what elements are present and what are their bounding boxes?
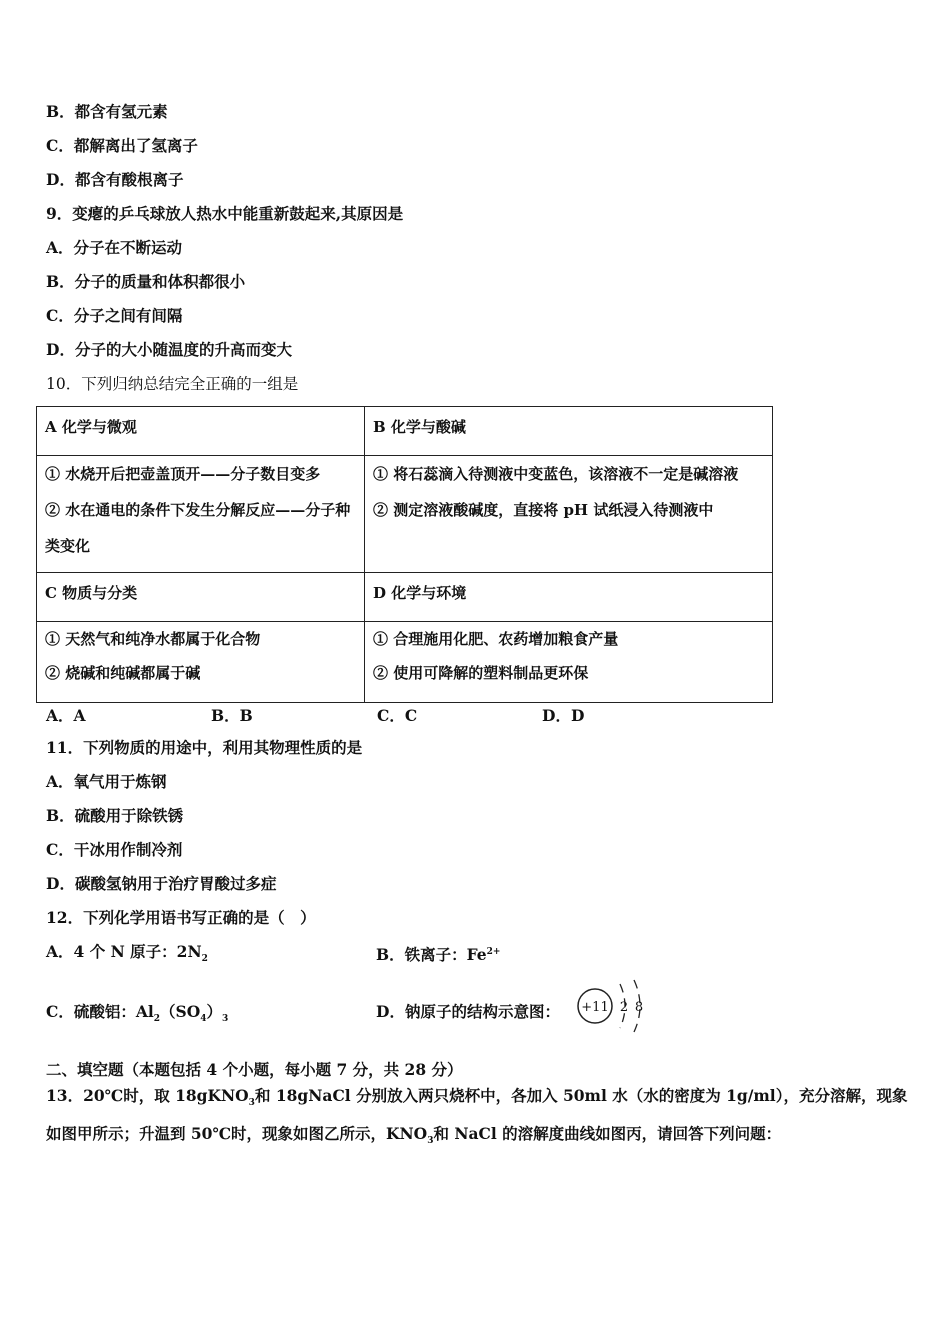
electron-shell-2-count: 8 (634, 1000, 644, 1015)
q12-b-superscript: 2+ (486, 947, 501, 957)
q12-stem: 12．下列化学用语书写正确的是（ ） (46, 908, 316, 927)
q12-c-text: C．硫酸铝：Al (46, 1002, 154, 1021)
q12-c-sub1: 2 (153, 1014, 161, 1025)
q11-option-d: D．碳酸氢钠用于治疗胃酸过多症 (46, 874, 277, 893)
q10-option-b: B．B (211, 706, 253, 725)
q8-option-d: D．都含有酸根离子 (46, 170, 184, 189)
q8-option-c: C．都解离出了氢离子 (46, 136, 198, 155)
q12-option-a (46, 942, 208, 969)
q11-stem: 11．下列物质的用途中，利用其物理性质的是 (46, 738, 363, 757)
q12-option-d: D．钠原子的结构示意图： (376, 1002, 560, 1021)
q10-option-a: A．A (46, 706, 86, 725)
table-a-item-1: ① 水烧开后把壶盖顶开——分子数目变多 (45, 465, 321, 483)
q12-option-b (376, 942, 500, 965)
table-cell-a-title: A 化学与微观 (37, 407, 365, 456)
q12-a-text: A．4 个 N 原子：2N (46, 942, 202, 961)
q9-option-d: D．分子的大小随温度的升高而变大 (46, 340, 292, 359)
q10-option-d: D．D (542, 706, 585, 725)
q9-option-b: B．分子的质量和体积都很小 (46, 272, 246, 291)
table-cell-d-title: D 化学与环境 (365, 573, 773, 622)
q12-c-mid: （SO (160, 1002, 201, 1021)
q10-summary-table (36, 406, 773, 703)
table-c-item-1: ① 天然气和纯净水都属于化合物 (45, 630, 261, 648)
q11-option-a: A．氧气用于炼钢 (46, 772, 167, 791)
q13-l2-a: 如图甲所示；升温到 50℃时，现象如图乙所示，KNO (46, 1124, 428, 1143)
q13-l1-a: 13．20℃时，取 18gKNO (46, 1086, 249, 1105)
q12-c-end: ） (206, 1002, 223, 1021)
section-2-title: 二、填空题（本题包括 4 个小题，每小题 7 分，共 28 分） (46, 1060, 463, 1079)
q9-option-c: C．分子之间有间隔 (46, 306, 183, 325)
table-c-item-2: ② 烧碱和纯碱都属于碱 (45, 664, 201, 682)
q9-stem: 9．变瘪的乒乓球放人热水中能重新鼓起来,其原因是 (46, 204, 404, 223)
q10-stem: 10．下列归纳总结完全正确的一组是 (46, 375, 299, 393)
q8-option-b: B．都含有氢元素 (46, 102, 168, 121)
table-d-item-1: ① 合理施用化肥、农药增加粮食产量 (373, 630, 619, 648)
q13-line-1 (46, 1086, 906, 1113)
q13-l1-b: 和 18gNaCl 分别放入两只烧杯中，各加入 50ml 水（水的密度为 1g/ml），充分溶解，现象 (254, 1086, 908, 1105)
table-cell-b-title: B 化学与酸碱 (365, 407, 773, 456)
q12-c-sub2: 4 (200, 1014, 207, 1025)
q13-l1-sub: 3 (248, 1098, 255, 1109)
nucleus-charge: +11 (581, 1000, 609, 1015)
q12-option-c (46, 1002, 228, 1029)
q9-option-a: A．分子在不断运动 (46, 238, 183, 257)
table-cell-c-body (37, 622, 365, 703)
table-b-item-1: ① 将石蕊滴入待测液中变蓝色，该溶液不一定是碱溶液 (373, 465, 739, 483)
table-b-item-2: ② 测定溶液酸碱度，直接将 pH 试纸浸入待测液中 (373, 501, 714, 519)
q12-a-subscript: 2 (201, 954, 208, 965)
table-d-item-2: ② 使用可降解的塑料制品更环保 (373, 664, 589, 682)
q13-line-2 (46, 1124, 906, 1151)
q10-option-c: C．C (377, 706, 418, 725)
table-cell-d-body (365, 622, 773, 703)
sodium-atom-diagram (576, 978, 648, 1034)
table-cell-c-title: C 物质与分类 (37, 573, 365, 622)
q13-l2-sub: 3 (427, 1136, 434, 1147)
electron-shell-1-count: 2 (619, 1000, 629, 1015)
q12-b-text: B．铁离子：Fe (376, 945, 487, 965)
table-cell-b-body (365, 456, 773, 573)
q11-option-c: C．干冰用作制冷剂 (46, 840, 183, 859)
q13-l2-b: 和 NaCl 的溶解度曲线如图丙，请回答下列问题： (433, 1124, 782, 1143)
table-a-item-2: ② 水在通电的条件下发生分解反应——分子种类变化 (45, 501, 351, 555)
q11-option-b: B．硫酸用于除铁锈 (46, 806, 184, 825)
q12-c-sub3: 3 (222, 1014, 229, 1025)
q10-options (46, 704, 646, 724)
table-cell-a-body (37, 456, 365, 573)
